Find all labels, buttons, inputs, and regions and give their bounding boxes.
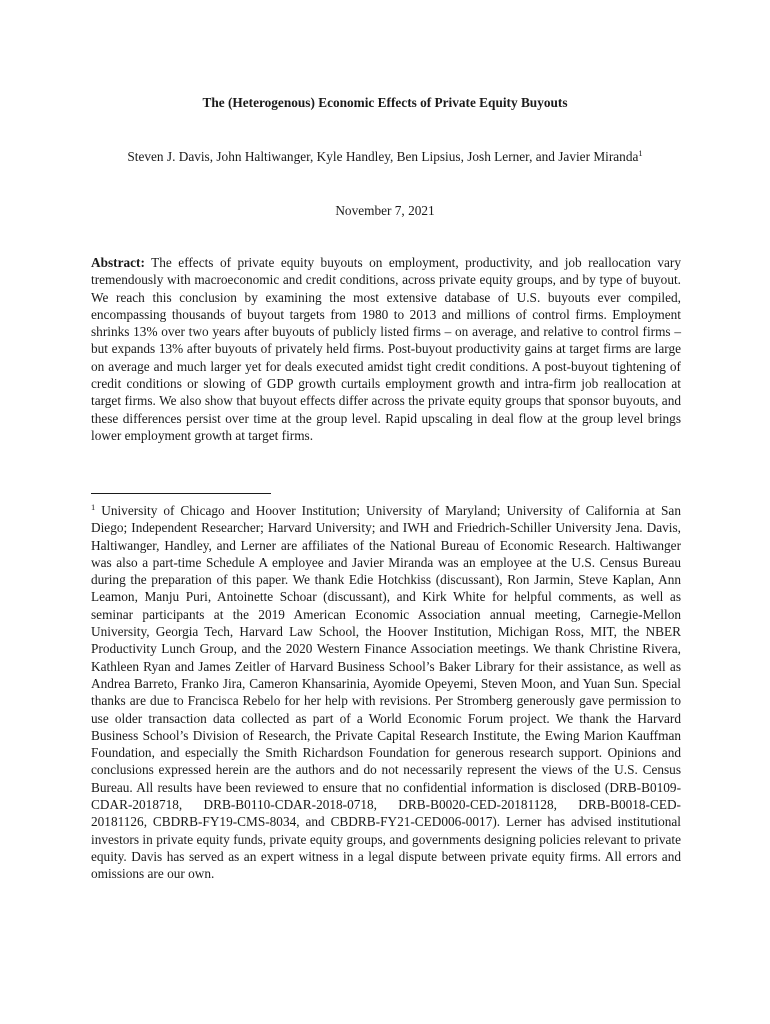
author-list <box>0 148 770 165</box>
abstract-text: The effects of private equity buyouts on employment, productivity, and job reallocation vary tremendously with macroeconomic and credit conditions, across private equity groups, and by type of buyout. We reach this conclusion by examining the most extensive database of U.S. buyouts ever compiled, encompassing thousands of buyout targets from 1980 to 2013 and millions of control firms. Employment shrinks 13% over two years after buyouts of publicly listed firms – on average, and relative to control firms – but expands 13% after buyouts of privately held firms. Post-buyout productivity gains at target firms are large on average and much larger yet for deals executed amidst tight credit conditions. A post-buyout tightening of credit conditions or slowing of GDP growth curtails employment growth and intra-firm job reallocation at target firms. We also show that buyout effects differ across the private equity groups that sponsor buyouts, and these differences persist over time at the group level. Rapid upscaling in deal flow at the group level brings lower employment growth at target firms. <box>91 255 682 443</box>
paper-title: The (Heterogenous) Economic Effects of Private Equity Buyouts <box>202 95 568 110</box>
abstract-label: Abstract: <box>91 255 145 270</box>
footnote-marker: 1 <box>91 502 96 512</box>
footnote-divider <box>91 493 271 494</box>
footnote-text: University of Chicago and Hoover Institution; University of Maryland; University of California at San Diego; Independent Researcher; Harvard University; and IWH and Friedrich-Schiller University Jena. Davis, Haltiwanger, Handley, and Lerner are affiliates of the National Bureau of Economic Research. Haltiwanger was also a part-time Schedule A employee and Javier Miranda was an employee at the U.S. Census Bureau during the preparation of this paper. We thank Edie Hotchkiss (discussant), Ron Jarmin, Steve Kaplan, Ann Leamon, Manju Puri, Antoinette Schoar (discussant), and Kirk White for helpful comments, as well as seminar participants at the 2019 American Economic Association annual meeting, Carnegie-Mellon University, Georgia Tech, Harvard Law School, the Hoover Institution, Michigan Ross, MIT, the NBER Productivity Lunch Group, and the 2020 Western Finance Association meetings. We thank Christine Rivera, Kathleen Ryan and James Zeitler of Harvard Business School’s Baker Library for their assistance, as well as Andrea Barreto, Franko Jira, Cameron Khansarinia, Ayomide Opeyemi, Steven Moon, and Yuan Sun. Special thanks are due to Francisca Rebelo for her help with revisions. Per Stromberg generously gave permission to use older transaction data collected as part of a World Economic Forum project. We thank the Harvard Business School’s Division of Research, the Private Capital Research Institute, the Ewing Marion Kauffman Foundation, and especially the Smith Richardson Foundation for generous research support. Opinions and conclusions expressed herein are the authors and do not necessarily represent the views of the U.S. Census Bureau. All results have been reviewed to ensure that no confidential information is disclosed (DRB-B0109-CDAR-2018718, DRB-B0110-CDAR-2018-0718, DRB-B0020-CED-20181128, DRB-B0018-CED-20181126, CBDRB-FY19-CMS-8034, and CBDRB-FY21-CED006-0017). Lerner has advised institutional investors in private equity funds, private equity groups, and governments designing policies relevant to private equity. Davis has served as an expert witness in a legal dispute between private equity firms. All errors and omissions are our own. <box>91 503 681 882</box>
author-names: Steven J. Davis, John Haltiwanger, Kyle Handley, Ben Lipsius, Josh Lerner, and Javier Miranda <box>127 149 639 164</box>
paper-date: November 7, 2021 <box>335 203 435 218</box>
author-footnote-marker: 1 <box>638 148 643 158</box>
abstract-paragraph <box>91 254 681 444</box>
footnote-paragraph <box>91 502 681 883</box>
